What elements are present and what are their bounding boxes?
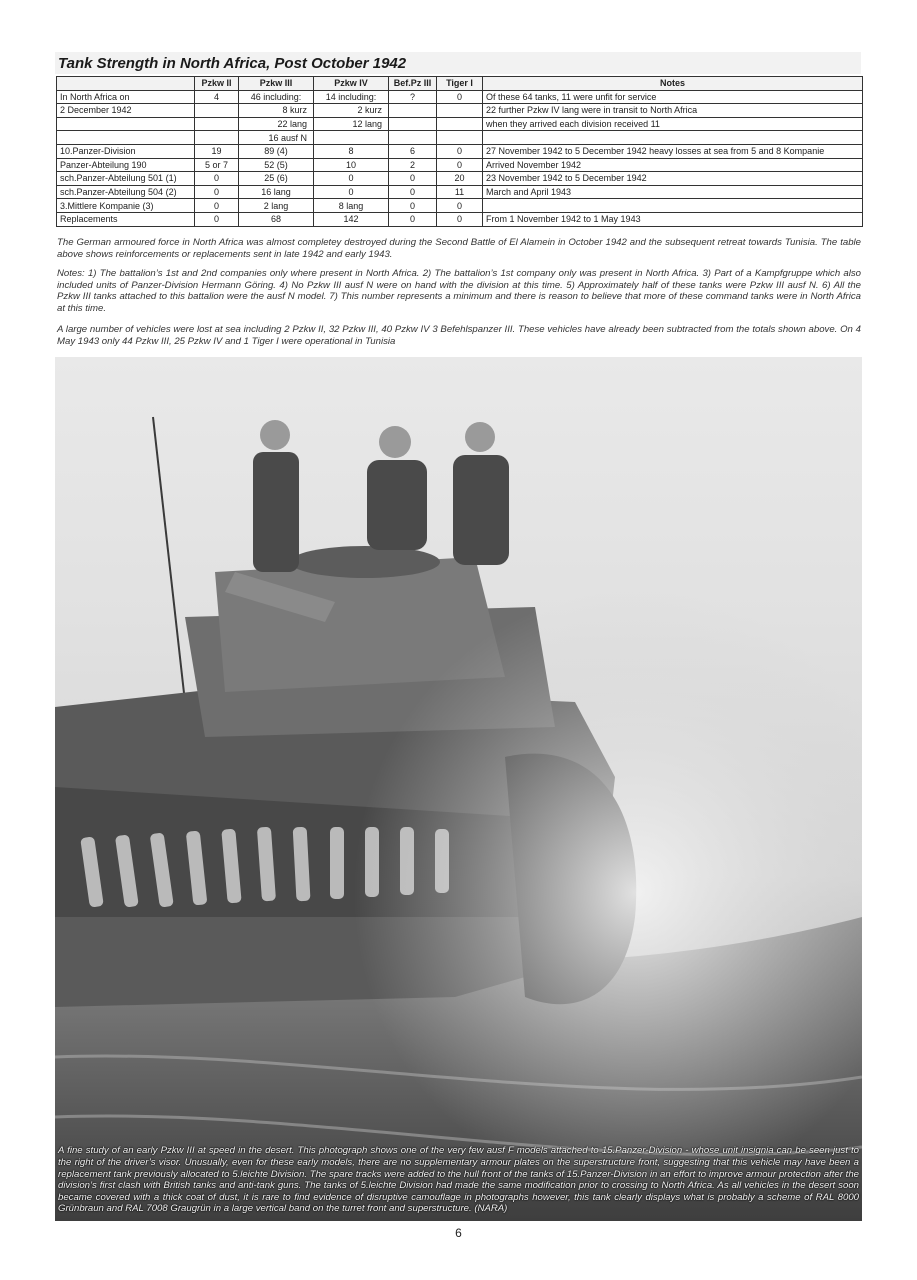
table-cell: 0 bbox=[389, 185, 437, 199]
table-cell: 2 lang bbox=[239, 199, 314, 213]
table-cell: 3.Mittlere Kompanie (3) bbox=[57, 199, 195, 213]
table-row bbox=[57, 172, 863, 186]
table-cell: 0 bbox=[195, 212, 239, 226]
header-cell bbox=[57, 77, 195, 91]
table-cell: 22 lang bbox=[239, 117, 314, 131]
table-row bbox=[57, 131, 863, 145]
table-cell: 68 bbox=[239, 212, 314, 226]
table-cell: 0 bbox=[437, 158, 483, 172]
table-cell bbox=[195, 104, 239, 118]
intro-paragraph: The German armoured force in North Africa was almost completey destroyed during the Second Battle of El Alamein in October 1942 and the subsequent retreat towards Tunisia. The table above shows reinforcements or replacements sent in late 1942 and early 1943. bbox=[57, 237, 861, 260]
table-cell bbox=[389, 117, 437, 131]
table-cell: 52 (5) bbox=[239, 158, 314, 172]
table-cell: ? bbox=[389, 90, 437, 104]
table-cell: 8 bbox=[314, 144, 389, 158]
header-cell: Pzkw IV bbox=[314, 77, 389, 91]
table-cell: 10.Panzer-Division bbox=[57, 144, 195, 158]
table-cell bbox=[389, 131, 437, 145]
tank-illustration bbox=[55, 357, 862, 1221]
table-cell: 0 bbox=[195, 185, 239, 199]
table-cell: 4 bbox=[195, 90, 239, 104]
table-row bbox=[57, 212, 863, 226]
table-cell: 5 or 7 bbox=[195, 158, 239, 172]
header-cell: Bef.Pz III bbox=[389, 77, 437, 91]
table-cell: Replacements bbox=[57, 212, 195, 226]
table-row bbox=[57, 90, 863, 104]
header-cell: Notes bbox=[483, 77, 863, 91]
table-cell: 14 including: bbox=[314, 90, 389, 104]
table-cell: 0 bbox=[437, 90, 483, 104]
table-cell: when they arrived each division received 11 bbox=[483, 117, 863, 131]
table-cell: Of these 64 tanks, 11 were unfit for service bbox=[483, 90, 863, 104]
table-cell: 19 bbox=[195, 144, 239, 158]
page-number: 6 bbox=[455, 1226, 462, 1240]
table-row bbox=[57, 144, 863, 158]
table-cell: 0 bbox=[195, 172, 239, 186]
table-cell: 0 bbox=[195, 199, 239, 213]
table-cell: 142 bbox=[314, 212, 389, 226]
table-cell bbox=[57, 117, 195, 131]
losses-paragraph: A large number of vehicles were lost at sea including 2 Pzkw II, 32 Pzkw III, 40 Pzkw IV 3 Befehlspanzer III. These vehicles have already been subtracted from the totals shown above. On 4 May 1943 only 44 Pzkw III, 25 Pzkw IV and 1 Tiger I were operational in Tunisia bbox=[57, 324, 861, 347]
table-cell bbox=[437, 131, 483, 145]
table-cell: In North Africa on bbox=[57, 90, 195, 104]
table-cell: 2 December 1942 bbox=[57, 104, 195, 118]
table-cell: 6 bbox=[389, 144, 437, 158]
table-row bbox=[57, 158, 863, 172]
table-cell bbox=[483, 131, 863, 145]
notes-paragraph: Notes: 1) The battalion’s 1st and 2nd companies only where present in North Africa. 2) The battalion’s 1st company only was present in North Africa. 3) Part of a Kampfgruppe which also included units of Panzer-Division Hermann Göring. 4) No Pzkw III ausf N were on hand with the division at this time. 5) Approximately half of these tanks were Pzkw III ausf N. 6) All the Pzkw III tanks attached to this battalion were the ausf N model. 7) This number represents a minimum and there is reason to believe that more of these command tanks were in North Africa at this time. bbox=[57, 268, 861, 314]
table-cell: 8 kurz bbox=[239, 104, 314, 118]
table-header-row bbox=[57, 77, 863, 91]
header-cell: Pzkw II bbox=[195, 77, 239, 91]
table-cell bbox=[195, 117, 239, 131]
table-cell: 22 further Pzkw IV lang were in transit to North Africa bbox=[483, 104, 863, 118]
table-cell: sch.Panzer-Abteilung 504 (2) bbox=[57, 185, 195, 199]
table-cell: 27 November 1942 to 5 December 1942 heavy losses at sea from 5 and 8 Kompanie bbox=[483, 144, 863, 158]
photo-caption: A fine study of an early Pzkw III at speed in the desert. This photograph shows one of the very few ausf F models attached to 15.Panzer-Division - whose unit insignia can be seen just to the right of the driver’s visor. Unusually, even for these early models, there are no supplementary armour plates on the superstructure front, suggesting that this vehicle may have been a replacement tank previously allocated to 5.leichte Division. The spare tracks were added to the hull front of the tanks of 15.Panzer-Division in an effort to improve armour protection after the division’s first clash with British tanks and anti-tank guns. The tanks of 5.leichte Division had made the same modification prior to crossing to North Africa. As all vehicles in the desert soon became covered with a thick coat of dust, it is rare to find evidence of disruptive camouflage in photographs however, this tank clearly displays what is probably a scheme of RAL 8000 Grünbraun and RAL 7008 Graugrün in a large vertical band on the turret front and superstructure. (NARA) bbox=[58, 1145, 859, 1215]
table-cell: 0 bbox=[389, 199, 437, 213]
table-cell: March and April 1943 bbox=[483, 185, 863, 199]
table-cell: Arrived November 1942 bbox=[483, 158, 863, 172]
table-cell: 2 bbox=[389, 158, 437, 172]
table-cell: 10 bbox=[314, 158, 389, 172]
table-cell: 0 bbox=[314, 172, 389, 186]
table-cell bbox=[437, 117, 483, 131]
table-row bbox=[57, 104, 863, 118]
table-cell bbox=[195, 131, 239, 145]
table-cell: 0 bbox=[437, 199, 483, 213]
table-cell bbox=[389, 104, 437, 118]
table-cell: 0 bbox=[389, 172, 437, 186]
table-cell: 23 November 1942 to 5 December 1942 bbox=[483, 172, 863, 186]
table-cell bbox=[57, 131, 195, 145]
page-title: Tank Strength in North Africa, Post October 1942 bbox=[58, 55, 407, 72]
table-cell: 46 including: bbox=[239, 90, 314, 104]
tank-strength-table bbox=[56, 76, 863, 227]
table-cell: From 1 November 1942 to 1 May 1943 bbox=[483, 212, 863, 226]
table-cell: 8 lang bbox=[314, 199, 389, 213]
table-cell: 25 (6) bbox=[239, 172, 314, 186]
table-cell bbox=[483, 199, 863, 213]
table-cell: 20 bbox=[437, 172, 483, 186]
table-cell: Panzer-Abteilung 190 bbox=[57, 158, 195, 172]
table-cell: 0 bbox=[437, 212, 483, 226]
header-cell: Pzkw III bbox=[239, 77, 314, 91]
table-cell bbox=[437, 104, 483, 118]
table-cell: 16 lang bbox=[239, 185, 314, 199]
table-cell: 11 bbox=[437, 185, 483, 199]
table-row bbox=[57, 199, 863, 213]
table-cell: 12 lang bbox=[314, 117, 389, 131]
table-cell: 16 ausf N bbox=[239, 131, 314, 145]
table-cell: 0 bbox=[314, 185, 389, 199]
table-cell: 0 bbox=[389, 212, 437, 226]
table-cell: 89 (4) bbox=[239, 144, 314, 158]
table-cell: sch.Panzer-Abteilung 501 (1) bbox=[57, 172, 195, 186]
tank-photograph bbox=[55, 357, 862, 1221]
table-cell bbox=[314, 131, 389, 145]
table-cell: 2 kurz bbox=[314, 104, 389, 118]
table-row bbox=[57, 117, 863, 131]
header-cell: Tiger I bbox=[437, 77, 483, 91]
table-cell: 0 bbox=[437, 144, 483, 158]
table-row bbox=[57, 185, 863, 199]
